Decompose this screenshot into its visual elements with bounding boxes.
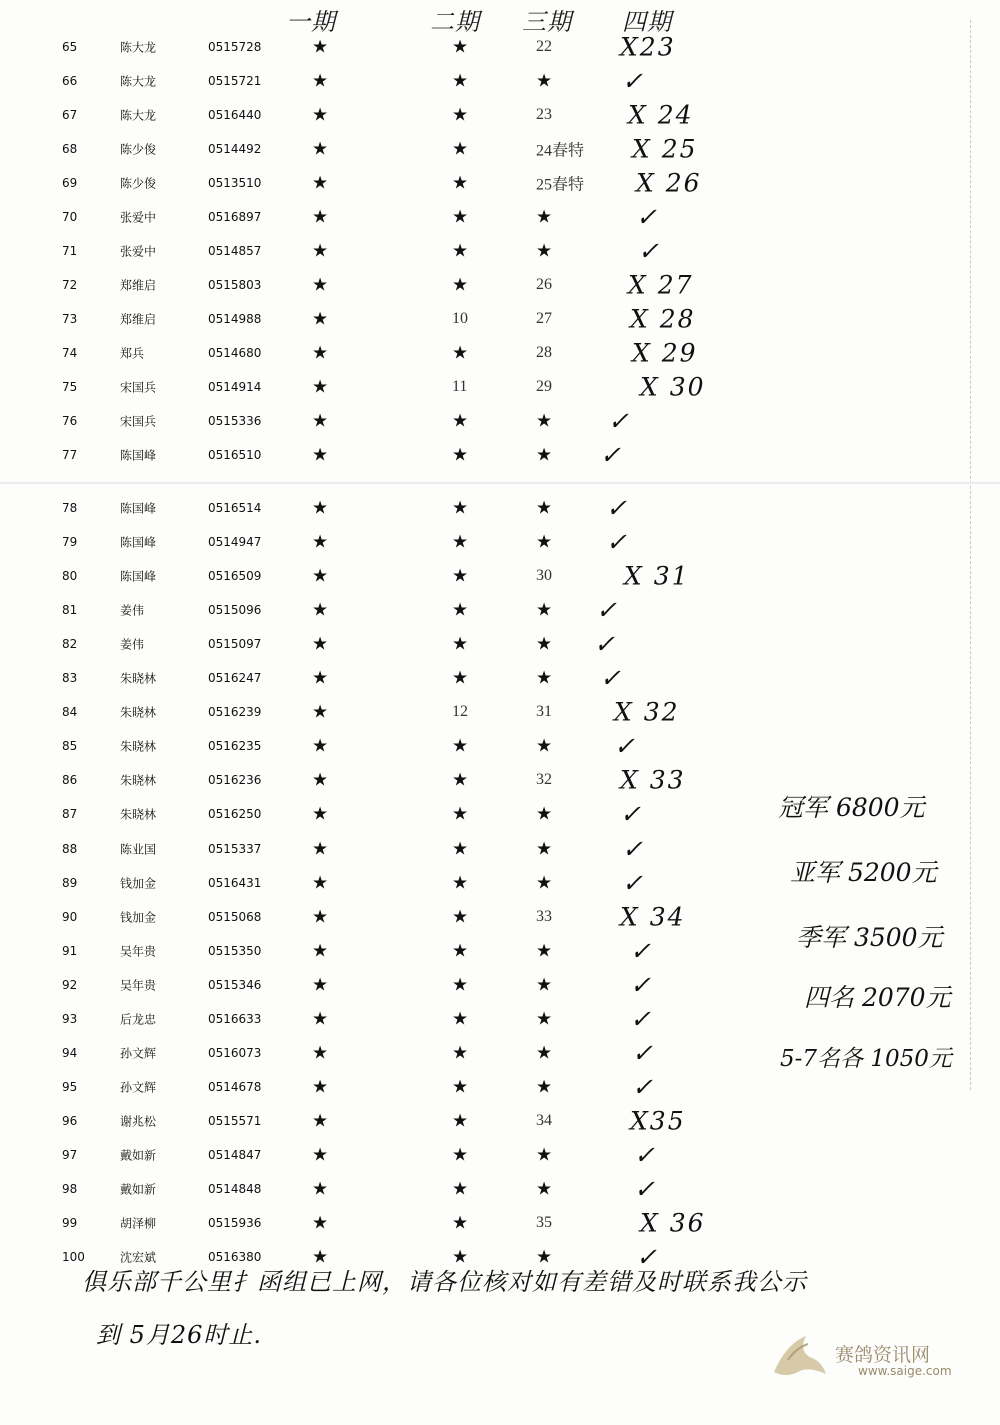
owner-name: 吴年贵 bbox=[120, 978, 157, 993]
period4-mark: ✓ bbox=[638, 236, 661, 266]
header-period3: 三期 bbox=[522, 8, 572, 36]
period3-mark: ★ bbox=[536, 444, 553, 466]
owner-name: 朱晓林 bbox=[120, 807, 157, 822]
period3-mark: 30 bbox=[536, 567, 552, 585]
table-row bbox=[0, 132, 1000, 166]
period2-mark: ★ bbox=[452, 104, 469, 126]
period3-mark: ★ bbox=[536, 735, 553, 757]
ring-number: 0516440 bbox=[208, 108, 262, 122]
ring-number: 0516250 bbox=[208, 807, 262, 822]
period2-mark: ★ bbox=[452, 206, 469, 228]
header-period2: 二期 bbox=[430, 8, 480, 36]
ring-number: 0516509 bbox=[208, 569, 262, 584]
row-number: 99 bbox=[62, 1216, 78, 1231]
period2-mark: ★ bbox=[452, 633, 469, 655]
period4-mark: X23 bbox=[620, 32, 676, 62]
period4-mark: X 31 bbox=[624, 561, 690, 591]
period2-mark: ★ bbox=[452, 1144, 469, 1166]
ring-number: 0515728 bbox=[208, 40, 262, 54]
period2-mark: ★ bbox=[452, 1178, 469, 1200]
period2-mark: 10 bbox=[452, 310, 468, 327]
period3-mark: ★ bbox=[536, 206, 553, 228]
table-row bbox=[0, 593, 1000, 627]
owner-name: 张爱中 bbox=[120, 244, 157, 259]
ring-number: 0515803 bbox=[208, 278, 262, 292]
period4-mark: ✓ bbox=[620, 799, 643, 829]
owner-name: 戴如新 bbox=[120, 1182, 157, 1197]
table-row bbox=[0, 661, 1000, 695]
period4-mark: ✓ bbox=[606, 493, 629, 523]
row-number: 71 bbox=[62, 244, 78, 258]
period4-mark: X 24 bbox=[628, 100, 694, 130]
period1-mark: ★ bbox=[312, 274, 329, 296]
ring-number: 0514848 bbox=[208, 1182, 262, 1196]
ring-number: 0515936 bbox=[208, 1216, 262, 1231]
period2-mark: ★ bbox=[452, 565, 469, 587]
ring-number: 0516897 bbox=[208, 210, 262, 224]
header-period1: 一期 bbox=[286, 8, 336, 36]
period1-mark: ★ bbox=[312, 701, 329, 723]
ring-number: 0516514 bbox=[208, 501, 262, 515]
ring-number: 0513510 bbox=[208, 176, 262, 190]
row-number: 79 bbox=[62, 535, 78, 550]
period2-mark: ★ bbox=[452, 940, 469, 962]
period3-mark: ★ bbox=[536, 633, 553, 655]
ring-number: 0515346 bbox=[208, 977, 262, 992]
row-number: 84 bbox=[62, 705, 78, 720]
table-row bbox=[0, 559, 1000, 593]
period3-mark: ★ bbox=[536, 974, 553, 996]
period2-mark: ★ bbox=[452, 838, 469, 859]
period1-mark: ★ bbox=[312, 138, 329, 160]
owner-name: 钱加金 bbox=[120, 910, 157, 925]
table-row bbox=[0, 1104, 1000, 1138]
owner-name: 陈大龙 bbox=[120, 40, 157, 55]
period2-mark: ★ bbox=[452, 803, 469, 825]
row-number: 93 bbox=[62, 1011, 78, 1026]
period4-mark: ✓ bbox=[630, 1004, 653, 1034]
period3-mark: ★ bbox=[536, 531, 553, 553]
table-row bbox=[0, 336, 1000, 370]
watermark-url: www.saige.com bbox=[858, 1364, 952, 1378]
row-number: 70 bbox=[62, 210, 78, 224]
table-row bbox=[0, 30, 1000, 64]
period1-mark: ★ bbox=[312, 769, 329, 791]
period2-mark: ★ bbox=[452, 444, 469, 466]
watermark-site-name: 赛鸽资讯网 bbox=[835, 1344, 931, 1366]
period1-mark: ★ bbox=[312, 940, 329, 962]
period2-mark: ★ bbox=[452, 974, 469, 996]
ring-number: 0514914 bbox=[208, 380, 262, 394]
owner-name: 朱晓林 bbox=[120, 739, 157, 754]
table-row bbox=[0, 491, 1000, 525]
header-period4: 四期 bbox=[622, 8, 672, 36]
row-number: 75 bbox=[62, 380, 78, 394]
period1-mark: ★ bbox=[312, 803, 329, 825]
period1-mark: ★ bbox=[312, 1178, 329, 1200]
period4-mark: X 30 bbox=[640, 372, 706, 402]
period1-mark: ★ bbox=[312, 1008, 329, 1030]
period2-mark: ★ bbox=[452, 531, 469, 553]
ring-number: 0516247 bbox=[208, 671, 262, 686]
table-row bbox=[0, 200, 1000, 234]
period4-mark: ✓ bbox=[636, 1242, 659, 1272]
row-number: 97 bbox=[62, 1147, 78, 1162]
period3-mark: ★ bbox=[536, 240, 553, 262]
ring-number: 0516236 bbox=[208, 773, 262, 788]
period3-mark: 24春特 bbox=[536, 142, 585, 160]
owner-name: 孙文辉 bbox=[120, 1080, 157, 1095]
row-number: 96 bbox=[62, 1113, 78, 1128]
period2-mark: ★ bbox=[452, 1076, 469, 1098]
period4-mark: X35 bbox=[630, 1106, 686, 1136]
table-row bbox=[0, 302, 1000, 336]
period1-mark: ★ bbox=[312, 565, 329, 587]
period1-mark: ★ bbox=[312, 1042, 329, 1064]
row-number: 65 bbox=[62, 40, 78, 54]
period2-mark: ★ bbox=[452, 1212, 469, 1234]
owner-name: 陈少俊 bbox=[120, 142, 157, 157]
owner-name: 张爱中 bbox=[120, 210, 157, 225]
handwritten-note-line2: 到 5月26时止. bbox=[96, 1321, 263, 1349]
owner-name: 陈国峰 bbox=[120, 501, 157, 516]
period1-mark: ★ bbox=[312, 599, 329, 621]
period1-mark: ★ bbox=[312, 974, 329, 996]
owner-name: 沈宏斌 bbox=[120, 1250, 157, 1265]
period4-mark: ✓ bbox=[630, 970, 653, 1000]
table-row bbox=[0, 627, 1000, 661]
period4-mark: ✓ bbox=[622, 834, 645, 863]
period3-mark: 25春特 bbox=[536, 176, 585, 194]
row-number: 94 bbox=[62, 1045, 78, 1060]
ring-number: 0516431 bbox=[208, 875, 262, 890]
owner-name: 陈国峰 bbox=[120, 535, 157, 550]
period3-mark: ★ bbox=[536, 1144, 553, 1166]
period4-mark: X 26 bbox=[636, 168, 702, 198]
table-row bbox=[0, 1070, 1000, 1104]
period2-mark: ★ bbox=[452, 769, 469, 791]
table-row bbox=[0, 234, 1000, 268]
owner-name: 陈业国 bbox=[120, 842, 157, 856]
ring-number: 0515721 bbox=[208, 74, 262, 88]
period3-mark: 27 bbox=[536, 310, 552, 327]
row-number: 91 bbox=[62, 943, 78, 958]
owner-name: 胡泽柳 bbox=[120, 1216, 157, 1231]
table-row bbox=[0, 370, 1000, 404]
period4-mark: ✓ bbox=[606, 527, 629, 557]
owner-name: 宋国兵 bbox=[120, 414, 157, 429]
owner-name: 姜伟 bbox=[120, 637, 145, 652]
period3-mark: 28 bbox=[536, 344, 552, 361]
period1-mark: ★ bbox=[312, 906, 329, 928]
owner-name: 陈国峰 bbox=[120, 448, 157, 463]
period3-mark: ★ bbox=[536, 1246, 553, 1268]
owner-name: 郑维启 bbox=[120, 312, 157, 327]
period4-mark: ✓ bbox=[622, 868, 645, 898]
owner-name: 朱晓林 bbox=[120, 671, 157, 686]
row-number: 76 bbox=[62, 414, 78, 428]
period2-mark: ★ bbox=[452, 410, 469, 432]
period4-mark: X 28 bbox=[630, 304, 696, 334]
period3-mark: 29 bbox=[536, 378, 552, 395]
period4-mark: ✓ bbox=[636, 202, 659, 232]
table-row bbox=[0, 1206, 1000, 1240]
owner-name: 宋国兵 bbox=[120, 380, 157, 395]
period2-mark: ★ bbox=[452, 1246, 469, 1268]
period1-mark: ★ bbox=[312, 240, 329, 262]
period3-mark: ★ bbox=[536, 838, 553, 859]
watermark-pigeon-logo bbox=[768, 1322, 830, 1384]
period4-mark: X 29 bbox=[632, 338, 698, 368]
period2-mark: 11 bbox=[452, 378, 468, 395]
period1-mark: ★ bbox=[312, 376, 329, 398]
row-number: 92 bbox=[62, 977, 78, 992]
row-number: 66 bbox=[62, 74, 78, 88]
table-row bbox=[0, 404, 1000, 438]
period3-mark: 32 bbox=[536, 771, 552, 789]
period1-mark: ★ bbox=[312, 104, 329, 126]
period1-mark: ★ bbox=[312, 36, 329, 58]
row-number: 81 bbox=[62, 603, 78, 618]
period4-mark: ✓ bbox=[630, 936, 653, 966]
period4-mark: X 32 bbox=[614, 697, 680, 727]
period2-mark: ★ bbox=[452, 872, 469, 894]
row-number: 68 bbox=[62, 142, 78, 156]
period1-mark: ★ bbox=[312, 633, 329, 655]
owner-name: 朱晓林 bbox=[120, 705, 157, 720]
period3-mark: ★ bbox=[536, 1178, 553, 1200]
ring-number: 0515337 bbox=[208, 841, 262, 856]
row-number: 100 bbox=[62, 1250, 85, 1265]
ring-number: 0516380 bbox=[208, 1250, 262, 1265]
ring-number: 0515336 bbox=[208, 414, 262, 428]
period4-mark: X 36 bbox=[640, 1208, 706, 1238]
period1-mark: ★ bbox=[312, 1110, 329, 1132]
ring-number: 0515350 bbox=[208, 943, 262, 958]
row-number: 67 bbox=[62, 108, 78, 122]
owner-name: 姜伟 bbox=[120, 603, 145, 618]
period3-mark: ★ bbox=[536, 410, 553, 432]
period3-mark: ★ bbox=[536, 497, 553, 519]
row-number: 98 bbox=[62, 1182, 78, 1196]
period2-mark: ★ bbox=[452, 1110, 469, 1132]
row-number: 80 bbox=[62, 569, 78, 584]
table-row bbox=[0, 268, 1000, 302]
period1-mark: ★ bbox=[312, 531, 329, 553]
period3-mark: 33 bbox=[536, 907, 552, 925]
period1-mark: ★ bbox=[312, 342, 329, 364]
period3-mark: 23 bbox=[536, 106, 552, 123]
ring-number: 0514857 bbox=[208, 244, 262, 258]
prize-fifth-to-seventh: 5-7名各 1050元 bbox=[780, 1046, 952, 1072]
period2-mark: ★ bbox=[452, 240, 469, 262]
period1-mark: ★ bbox=[312, 444, 329, 466]
period1-mark: ★ bbox=[312, 172, 329, 194]
period3-mark: ★ bbox=[536, 70, 553, 92]
period4-mark: ✓ bbox=[600, 663, 623, 693]
handwritten-note-line1: 俱乐部千公里扌函组已上网，请各位核对如有差错及时联系我公示 bbox=[82, 1268, 807, 1296]
period4-mark: ✓ bbox=[634, 1140, 657, 1170]
ring-number: 0515571 bbox=[208, 1113, 262, 1128]
prize-third: 季军 3500元 bbox=[796, 923, 943, 952]
ring-number: 0516235 bbox=[208, 739, 262, 754]
period1-mark: ★ bbox=[312, 1212, 329, 1234]
period4-mark: ✓ bbox=[634, 1174, 657, 1204]
period2-mark: ★ bbox=[452, 599, 469, 621]
owner-name: 孙文辉 bbox=[120, 1046, 157, 1061]
owner-name: 陈国峰 bbox=[120, 569, 157, 584]
prize-fourth: 四名 2070元 bbox=[804, 983, 951, 1012]
period4-mark: ✓ bbox=[596, 595, 619, 625]
period4-mark: ✓ bbox=[608, 406, 631, 436]
period4-mark: X 25 bbox=[632, 134, 698, 164]
period2-mark: ★ bbox=[452, 70, 469, 92]
table-row bbox=[0, 525, 1000, 559]
row-number: 77 bbox=[62, 448, 78, 462]
row-number: 83 bbox=[62, 671, 78, 686]
ring-number: 0515096 bbox=[208, 603, 262, 618]
ring-number: 0516073 bbox=[208, 1045, 262, 1060]
period1-mark: ★ bbox=[312, 70, 329, 92]
owner-name: 朱晓林 bbox=[120, 773, 157, 788]
owner-name: 郑维启 bbox=[120, 278, 157, 293]
prize-champion: 冠军 6800元 bbox=[778, 793, 925, 822]
row-number: 82 bbox=[62, 637, 78, 652]
period3-mark: ★ bbox=[536, 1008, 553, 1030]
table-row bbox=[0, 1138, 1000, 1172]
row-number: 73 bbox=[62, 312, 78, 326]
period1-mark: ★ bbox=[312, 872, 329, 894]
row-number: 88 bbox=[62, 841, 78, 856]
period3-mark: ★ bbox=[536, 872, 553, 894]
row-number: 90 bbox=[62, 909, 78, 924]
period2-mark: ★ bbox=[452, 497, 469, 519]
owner-name: 陈大龙 bbox=[120, 108, 157, 123]
table-row bbox=[0, 438, 1000, 472]
period4-mark: X 33 bbox=[620, 765, 686, 795]
owner-name: 陈大龙 bbox=[120, 74, 157, 89]
period2-mark: ★ bbox=[452, 172, 469, 194]
period4-mark: ✓ bbox=[614, 731, 637, 761]
period2-mark: ★ bbox=[452, 342, 469, 364]
ring-number: 0516510 bbox=[208, 448, 262, 462]
period1-mark: ★ bbox=[312, 497, 329, 519]
period2-mark: ★ bbox=[452, 735, 469, 757]
ring-number: 0515097 bbox=[208, 637, 262, 652]
period4-mark: X 34 bbox=[620, 902, 686, 932]
owner-name: 陈少俊 bbox=[120, 176, 157, 191]
table-row bbox=[0, 166, 1000, 200]
ring-number: 0516239 bbox=[208, 705, 262, 720]
period3-mark: ★ bbox=[536, 599, 553, 621]
ring-number: 0514492 bbox=[208, 142, 262, 156]
period2-mark: 12 bbox=[452, 703, 468, 721]
owner-name: 钱加金 bbox=[120, 876, 157, 891]
table-row bbox=[0, 64, 1000, 98]
row-number: 72 bbox=[62, 278, 78, 292]
row-number: 78 bbox=[62, 501, 78, 515]
period4-mark: ✓ bbox=[600, 440, 623, 470]
period3-mark: ★ bbox=[536, 667, 553, 689]
prize-second: 亚军 5200元 bbox=[790, 858, 937, 887]
owner-name: 戴如新 bbox=[120, 1148, 157, 1163]
owner-name: 郑兵 bbox=[120, 346, 145, 361]
row-number: 95 bbox=[62, 1079, 78, 1094]
table-row bbox=[0, 729, 1000, 763]
period3-mark: ★ bbox=[536, 1076, 553, 1098]
period4-mark: X 27 bbox=[628, 270, 694, 300]
row-number: 69 bbox=[62, 176, 78, 190]
ring-number: 0514678 bbox=[208, 1079, 262, 1094]
period2-mark: ★ bbox=[452, 274, 469, 296]
period1-mark: ★ bbox=[312, 410, 329, 432]
period3-mark: ★ bbox=[536, 803, 553, 825]
period1-mark: ★ bbox=[312, 206, 329, 228]
ring-number: 0515068 bbox=[208, 909, 262, 924]
ring-number: 0514847 bbox=[208, 1147, 262, 1162]
period4-mark: ✓ bbox=[594, 629, 617, 659]
row-number: 86 bbox=[62, 773, 78, 788]
ring-number: 0514947 bbox=[208, 535, 262, 550]
owner-name: 吴年贵 bbox=[120, 944, 157, 959]
owner-name: 谢兆松 bbox=[120, 1114, 157, 1129]
row-number: 74 bbox=[62, 346, 78, 360]
period4-mark: ✓ bbox=[632, 1072, 655, 1102]
period1-mark: ★ bbox=[312, 735, 329, 757]
table-row bbox=[0, 1172, 1000, 1206]
row-number: 89 bbox=[62, 875, 78, 890]
table-row bbox=[0, 98, 1000, 132]
period1-mark: ★ bbox=[312, 838, 329, 859]
row-number: 85 bbox=[62, 739, 78, 754]
period3-mark: 34 bbox=[536, 1111, 552, 1129]
ring-number: 0514988 bbox=[208, 312, 262, 326]
period2-mark: ★ bbox=[452, 138, 469, 160]
period1-mark: ★ bbox=[312, 308, 329, 330]
period1-mark: ★ bbox=[312, 1076, 329, 1098]
period2-mark: ★ bbox=[452, 906, 469, 928]
period1-mark: ★ bbox=[312, 1246, 329, 1268]
period2-mark: ★ bbox=[452, 36, 469, 58]
period2-mark: ★ bbox=[452, 1042, 469, 1064]
period3-mark: 35 bbox=[536, 1214, 552, 1232]
period4-mark: ✓ bbox=[622, 66, 645, 96]
period2-mark: ★ bbox=[452, 1008, 469, 1030]
period1-mark: ★ bbox=[312, 1144, 329, 1166]
owner-name: 后龙忠 bbox=[120, 1012, 157, 1027]
ring-number: 0516633 bbox=[208, 1011, 262, 1026]
period3-mark: ★ bbox=[536, 940, 553, 962]
period3-mark: ★ bbox=[536, 1042, 553, 1064]
period3-mark: 31 bbox=[536, 703, 552, 721]
row-number: 87 bbox=[62, 807, 78, 822]
table-row bbox=[0, 695, 1000, 729]
ring-number: 0514680 bbox=[208, 346, 262, 360]
period3-mark: 26 bbox=[536, 276, 552, 293]
page-fold-line bbox=[0, 482, 1000, 484]
period4-mark: ✓ bbox=[632, 1038, 655, 1068]
period2-mark: ★ bbox=[452, 667, 469, 689]
period3-mark: 22 bbox=[536, 38, 552, 55]
period1-mark: ★ bbox=[312, 667, 329, 689]
